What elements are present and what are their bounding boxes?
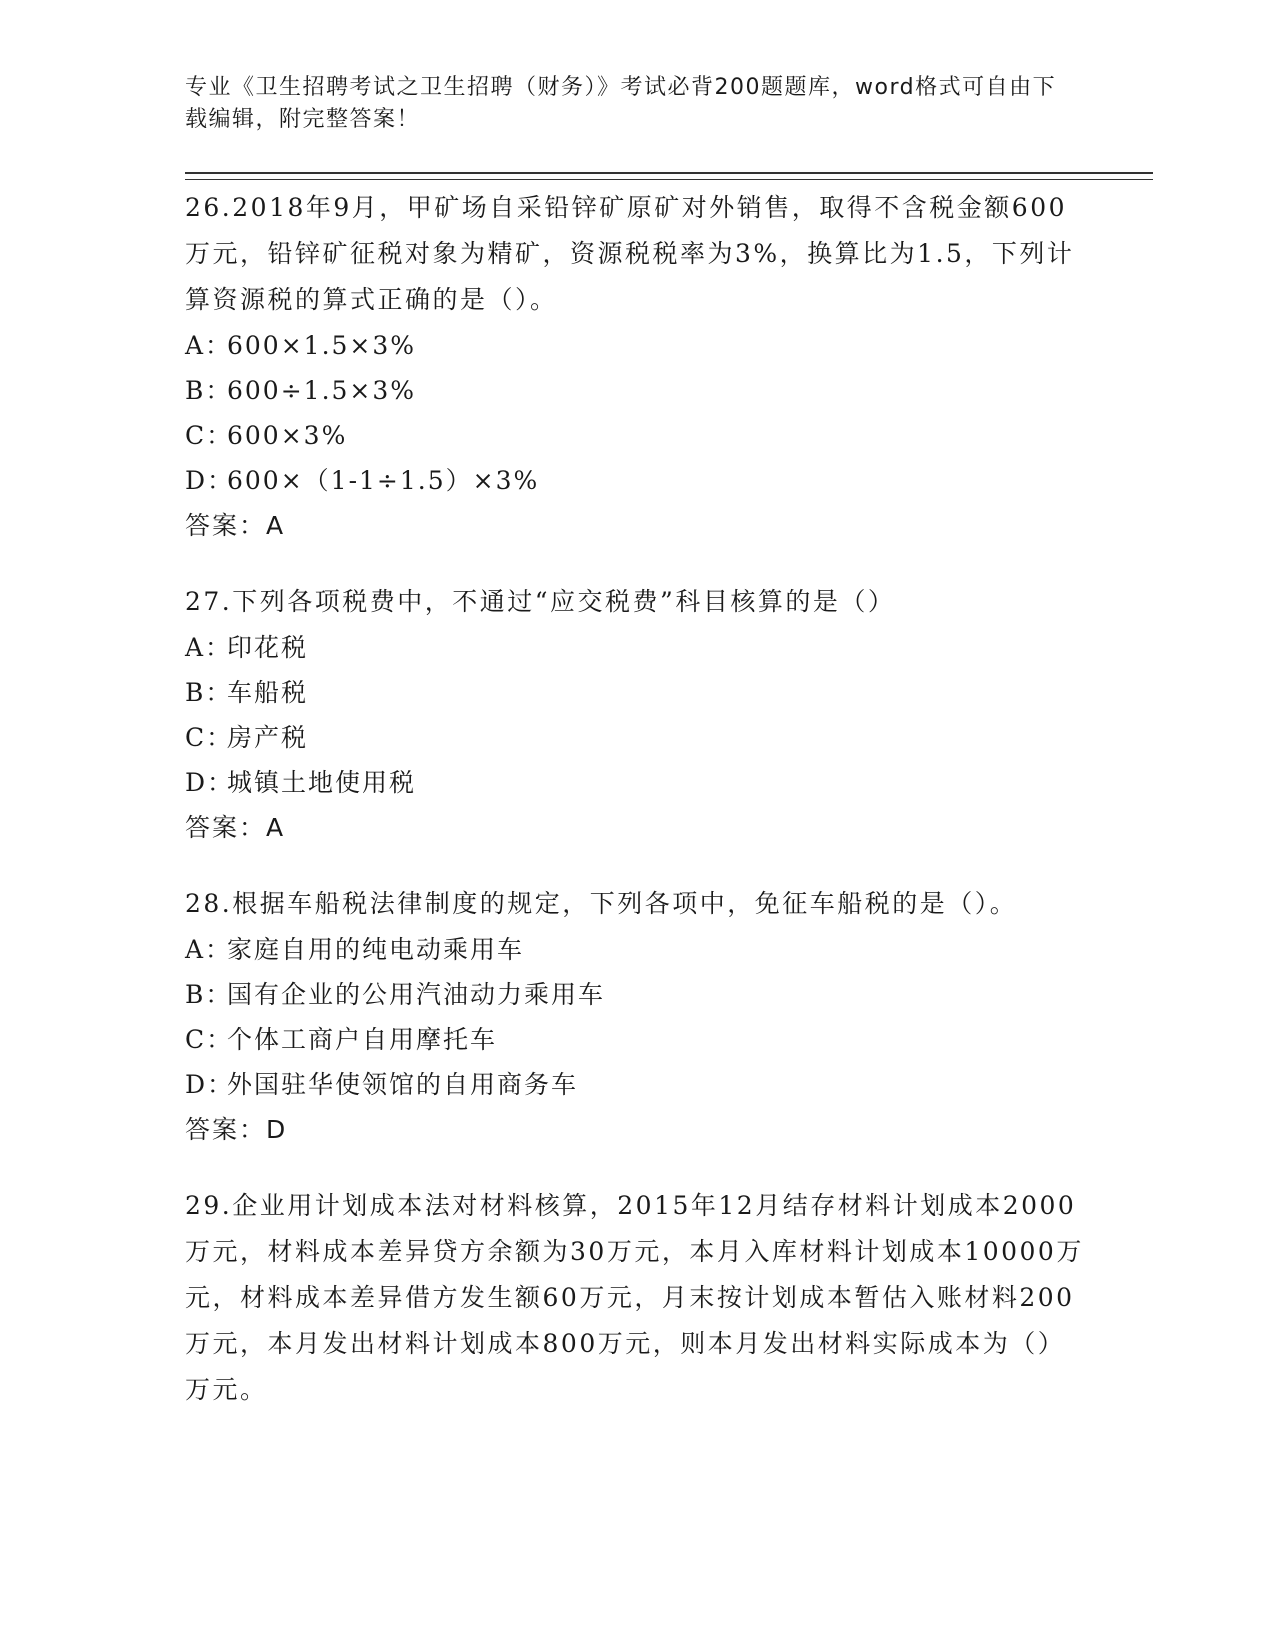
option-b	[185, 670, 1085, 715]
option-text: 600×3%	[227, 421, 348, 450]
question-stem: 29.企业用计划成本法对材料核算，2015年12月结存材料计划成本2000万元，材料成本差异贷方余额为30万元，本月入库材料计划成本10000万元，材料成本差异借方发生额60万元，月末按计划成本暂估入账材料200万元，本月发出材料计划成本800万元，则本月发出材料实际成本为（）万元。	[185, 1191, 1084, 1404]
answer-line: 答案：D	[185, 1115, 288, 1144]
option-text: 国有企业的公用汽油动力乘用车	[227, 980, 606, 1009]
option-letter: D：	[185, 1070, 235, 1099]
option-c	[185, 1017, 1085, 1062]
option-letter: A：	[185, 633, 233, 662]
option-letter: A：	[185, 331, 233, 360]
header-rule-thin	[185, 179, 1153, 180]
option-a	[185, 625, 1085, 670]
option-letter: B：	[185, 376, 233, 405]
option-letter: C：	[185, 421, 234, 450]
option-a	[185, 323, 1085, 368]
option-d	[185, 458, 1085, 503]
option-d	[185, 760, 1085, 805]
question-stem: 26.2018年9月，甲矿场自采铅锌矿原矿对外销售，取得不含税金额600万元，铅锌矿征税对象为精矿，资源税税率为3%，换算比为1.5，下列计算资源税的算式正确的是（）。	[185, 193, 1075, 314]
answer-line: 答案：A	[185, 511, 286, 540]
option-a	[185, 927, 1085, 972]
option-d	[185, 1062, 1085, 1107]
question-stem: 28.根据车船税法律制度的规定，下列各项中，免征车船税的是（）。	[185, 889, 1018, 918]
option-letter: C：	[185, 723, 234, 752]
option-c	[185, 413, 1085, 458]
option-letter: D：	[185, 768, 235, 797]
option-letter: D：	[185, 466, 235, 495]
option-text: 房产税	[227, 723, 309, 752]
option-text: 600×（1-1÷1.5）×3%	[227, 466, 540, 495]
question-27	[185, 579, 1085, 851]
option-letter: A：	[185, 935, 233, 964]
question-28	[185, 881, 1085, 1153]
option-letter: B：	[185, 678, 233, 707]
option-text: 个体工商户自用摩托车	[227, 1025, 498, 1054]
option-c	[185, 715, 1085, 760]
header-rule-thick	[185, 172, 1153, 174]
option-text: 车船税	[227, 678, 309, 707]
option-text: 600÷1.5×3%	[227, 376, 417, 405]
question-29	[185, 1183, 1085, 1413]
question-stem: 27.下列各项税费中，不通过“应交税费”科目核算的是（）	[185, 587, 896, 616]
option-text: 外国驻华使领馆的自用商务车	[227, 1070, 579, 1099]
question-list	[185, 185, 1085, 1443]
option-letter: C：	[185, 1025, 234, 1054]
question-26	[185, 185, 1085, 549]
option-b	[185, 368, 1085, 413]
option-text: 印花税	[227, 633, 309, 662]
option-letter: B：	[185, 980, 233, 1009]
option-b	[185, 972, 1085, 1017]
document-header: 专业《卫生招聘考试之卫生招聘（财务）》考试必背200题题库，word格式可自由下载编辑，附完整答案！	[185, 75, 1057, 132]
option-text: 城镇土地使用税	[227, 768, 417, 797]
option-text: 600×1.5×3%	[227, 331, 417, 360]
answer-line: 答案：A	[185, 813, 286, 842]
option-text: 家庭自用的纯电动乘用车	[227, 935, 525, 964]
